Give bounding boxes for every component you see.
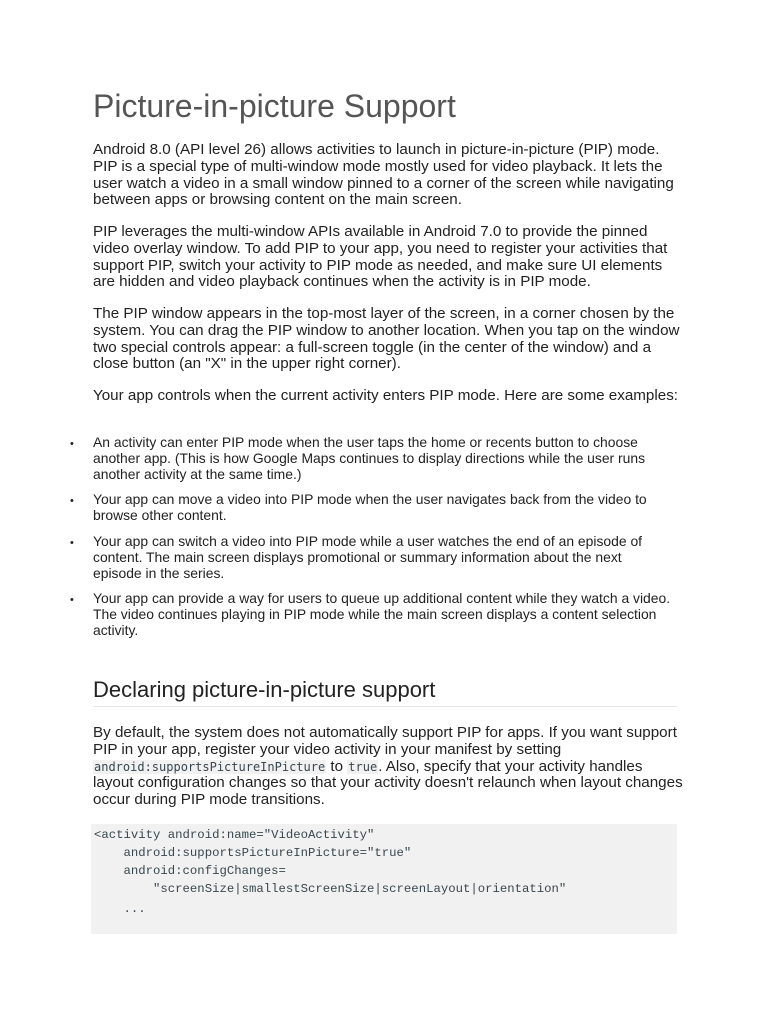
code-line: <activity android:name="VideoActivity" — [94, 828, 375, 842]
bullet-icon: • — [70, 438, 74, 450]
section-heading: Declaring picture-in-picture support — [93, 677, 436, 702]
intro-paragraph-4: Your app controls when the current activity enters PIP mode. Here are some examples: — [93, 387, 679, 404]
bullet-icon: • — [70, 537, 74, 549]
list-item-text: Your app can switch a video into PIP mode while a user watches the end of an episode of content. The main screen displays promotional or summary information about the next episode in the series. — [93, 533, 643, 581]
section-paragraph — [93, 725, 683, 809]
section-divider — [93, 706, 677, 707]
code-line: android:configChanges= — [94, 864, 286, 878]
list-item-text: Your app can provide a way for users to queue up additional content while they watch a video. The video continues playing in PIP mode while the main screen displays a content selection activity. — [93, 590, 671, 638]
section-paragraph-text-1: By default, the system does not automatically support PIP for apps. If you want support PIP in your app, register your video activity in your manifest by setting — [93, 724, 677, 758]
list-item-text: Your app can move a video into PIP mode when the user navigates back from the video to browse other content. — [93, 491, 647, 523]
code-line: "screenSize|smallestScreenSize|screenLayout|orientation" — [94, 882, 567, 896]
page-title: Picture-in-picture Support — [93, 88, 456, 124]
code-line: ... — [94, 902, 146, 916]
section-paragraph-text-3: . Also, specify that your activity handles layout configuration changes so that your activity doesn't relaunch when layout changes occur during PIP mode transitions. — [93, 757, 683, 809]
bullet-icon: • — [70, 495, 74, 507]
inline-code-supports-pip: android:supportsPictureInPicture — [94, 759, 326, 774]
intro-paragraph-1: Android 8.0 (API level 26) allows activities to launch in picture-in-picture (PIP) mode. PIP is a special type of multi-window mode mostly used for video playback. It lets the user watch a video in a small window pinned to a corner of the screen while navigating between apps or browsing content on the main screen. — [93, 141, 674, 209]
list-item-text: An activity can enter PIP mode when the user taps the home or recents button to choose another app. (This is how Google Maps continues to display directions while the user runs another activity at the same time.) — [93, 434, 646, 482]
intro-paragraph-2: PIP leverages the multi-window APIs available in Android 7.0 to provide the pinned video overlay window. To add PIP to your app, you need to register your activities that support PIP, switch your activity to PIP mode as needed, and make sure UI elements are hidden and video playback continues when the activity is in PIP mode. — [93, 223, 668, 291]
inline-code-true: true — [348, 759, 378, 774]
section-paragraph-text-2: to — [326, 757, 348, 775]
manifest-code-block — [91, 824, 677, 934]
bullet-icon: • — [70, 594, 74, 606]
code-line: android:supportsPictureInPicture="true" — [94, 846, 412, 860]
intro-paragraph-3: The PIP window appears in the top-most layer of the screen, in a corner chosen by the system. You can drag the PIP window to another location. When you tap on the window two special controls appear: a full-screen toggle (in the center of the window) and a close button (an "X" in the upper right corner). — [93, 305, 680, 373]
